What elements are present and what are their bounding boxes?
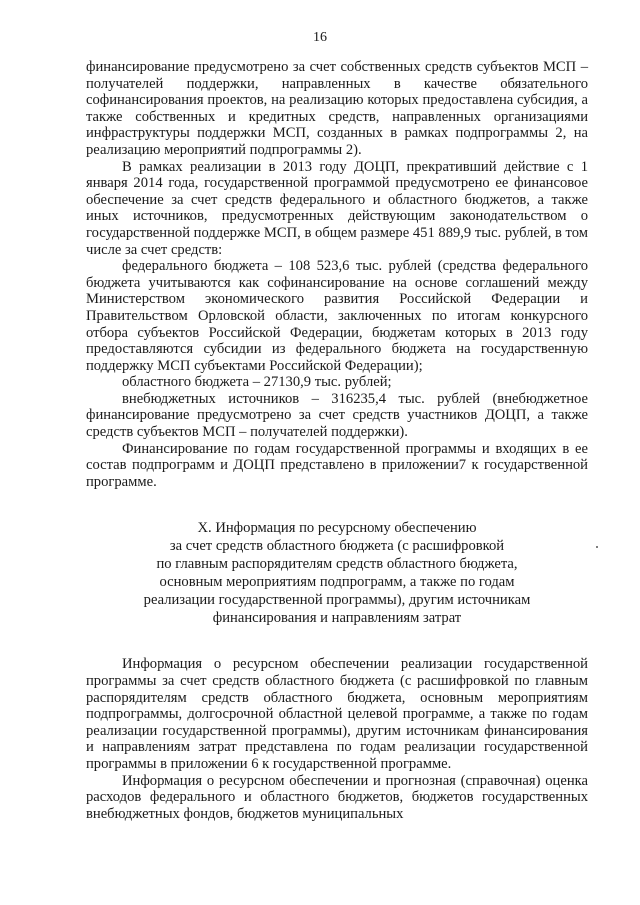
scan-speck [596, 546, 598, 548]
paragraph-continuation: финансирование предусмотрено за счет собственных средств субъектов МСП – получателей поддержки, направленных в качестве обязательного софинансирования проектов, на реализацию которых предоставлена субсидия, а также собственных и кредитных средств, направленных организациями инфраструктуры поддержки МСП, созданных в рамках подпрограммы 2, на реализацию мероприятий подпрограммы 2). [86, 59, 588, 158]
section-heading-line: за счет средств областного бюджета (с расшифровкой [169, 538, 505, 555]
paragraph-extrabudgetary: внебюджетных источников – 316235,4 тыс. рублей (внебюджетное финансирование предусмотрено за счет средств участников ДОЦП, а также средств субъектов МСП – получателей поддержки). [86, 390, 588, 441]
paragraph-regional-budget: областного бюджета – 27130,9 тыс. рублей; [122, 374, 392, 391]
section-heading [86, 519, 588, 627]
paragraph-appendix-7: Финансирование по годам государственной программы и входящих в ее состав подпрограмм и ДОЦП представлено в приложении7 к государственной программе. [86, 440, 588, 490]
section-heading-line: по главным распорядителям средств областного бюджета, [156, 556, 518, 573]
paragraph-resource-info: Информация о ресурсном обеспечении реализации государственной программы за счет средств областного бюджета (с расшифровкой по главным распорядителям средств областного бюджета, основным мероприятиям подпрограммы, долгосрочной областной целевой программе, а также по годам реализации государственной программы), другим источникам финансирования и направлениям затрат представлена по годам реализации государственной программы в приложении 6 к государственной программе. [86, 656, 588, 772]
paragraph-funding-overview: В рамках реализации в 2013 году ДОЦП, прекративший действие с 1 января 2014 года, государственной программой предусмотрено ее финансовое обеспечение за счет средств федерального и областного бюджетов, а также иных источников, предусмотренных действующим законодательством о государственной поддержке МСП, в общем размере 451 889,9 тыс. рублей, в том числе за счет средств: [86, 158, 588, 258]
section-heading-line: X. Информация по ресурсному обеспечению [197, 520, 477, 537]
page-number: 16 [313, 30, 327, 45]
body-text-bottom [86, 656, 588, 822]
section-heading-line: основным мероприятиям подпрограмм, а также по годам [159, 574, 515, 591]
section-heading-line: финансирования и направлениям затрат [212, 610, 462, 627]
paragraph-forecast-estimate: Информация о ресурсном обеспечении и прогнозная (справочная) оценка расходов федерального и областного бюджетов, бюджетов государственных внебюджетных фондов, бюджетов муниципальных [86, 772, 588, 822]
body-text-top [86, 59, 588, 490]
section-heading-line: реализации государственной программы), другим источникам [143, 592, 531, 609]
page-body [86, 59, 588, 822]
paragraph-federal-budget: федерального бюджета – 108 523,6 тыс. рублей (средства федерального бюджета учитываются как софинансирование на основе соглашений между Министерством экономического развития Российской Федерации и Правительством Орловской области, заключенных по итогам конкурсного отбора субъектов Российской Федерации, бюджетам которых в 2013 году предоставляются субсидии из федерального бюджета на государственную поддержку МСП субъектами Российской Федерации); [86, 258, 588, 374]
